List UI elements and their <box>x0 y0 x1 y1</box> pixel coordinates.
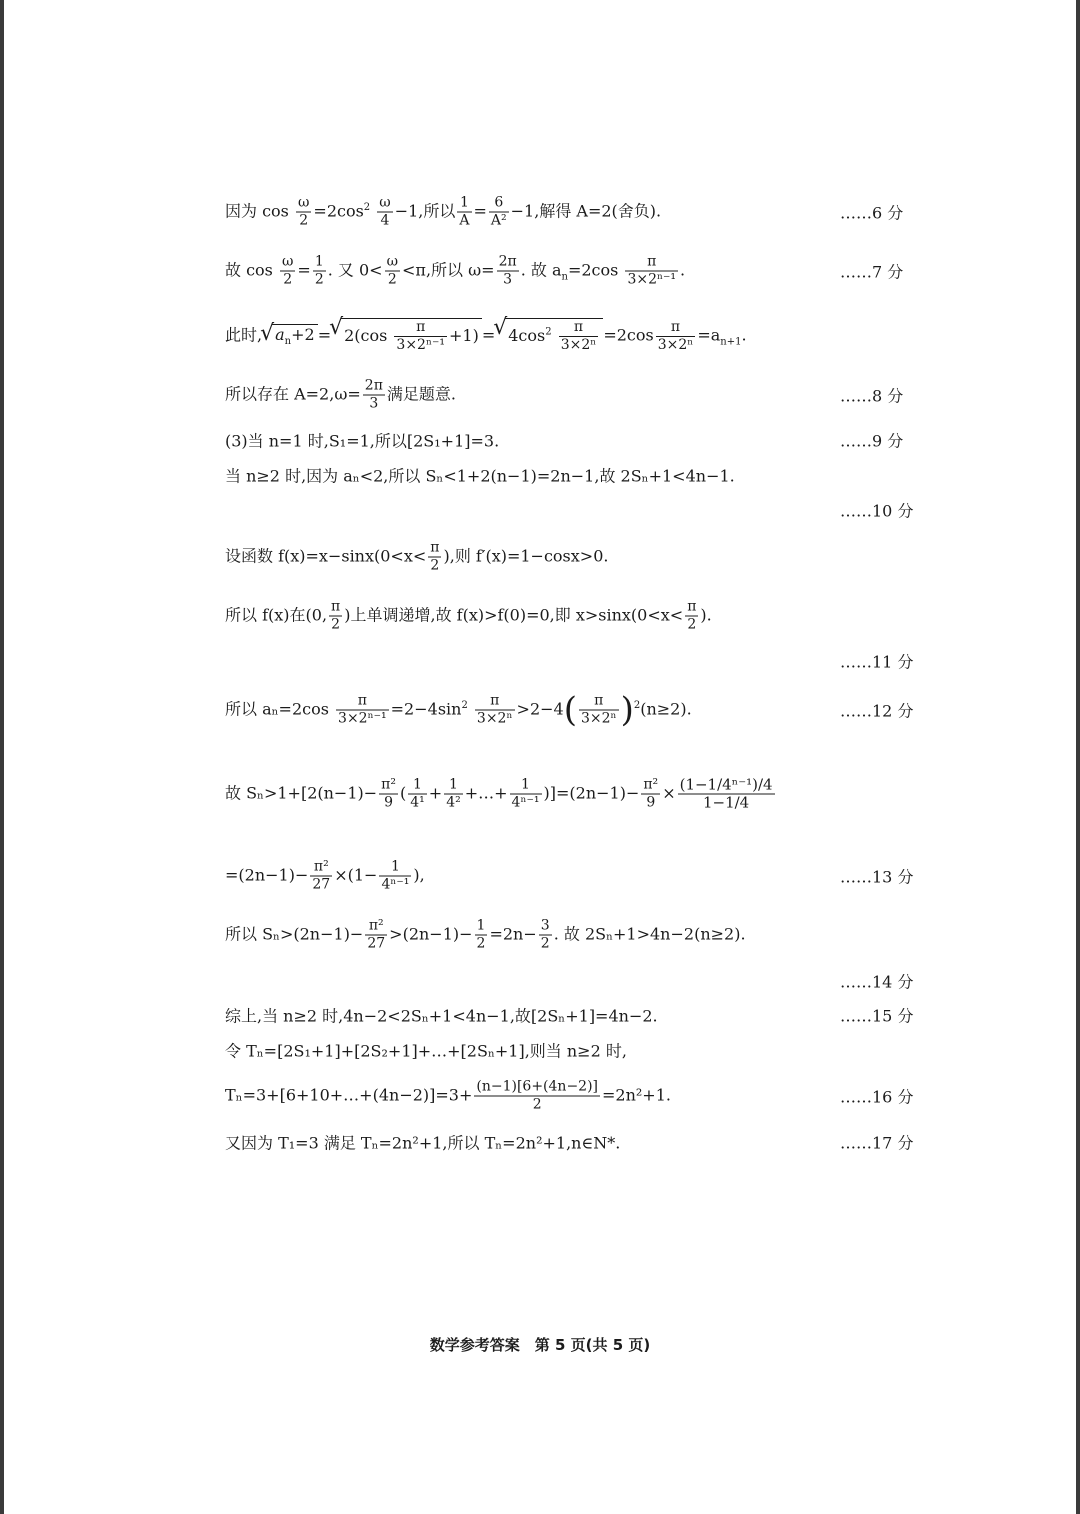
score-mark: ……10 分 <box>840 501 914 521</box>
score-mark: ……15 分 <box>840 1006 914 1026</box>
solution-line-5: (3)当 n=1 时,S₁=1,所以[2S₁+1]=3. ……9 分 <box>225 420 920 460</box>
solution-line-1: 因为 cos $\frac{\omega}{2}$ $=2\cos^2$ $\frac{\omega}{4}$ −1,所以 $\frac{1}{A}$ = $\frac{6}{\text{A²}}$ −1,解得 A=2(舍负). ……6 分 <box>225 194 904 229</box>
score-mark: ……13 分 <box>840 867 914 887</box>
score-mark: ……9 分 <box>840 431 904 451</box>
solution-line-16: 综上,当 n≥2 时,4n−2<2Sₙ+1<4n−1,故[2Sₙ+1]=4n−2. ……15 分 <box>225 995 920 1035</box>
solution-line-2: 故 cos $\frac{\omega}{2}$ = $\frac{1}{2}$ . 又 0< $\frac{\omega}{2}$ <π,所以 ω= $\frac{2\pi}{3}$ . 故 $a_n=2\cos$ $\frac{\pi}{\text{3×2ⁿ⁻¹}}$ . ……7 分 <box>225 253 904 288</box>
solution-line-11: 所以 aₙ=2cos $\frac{\pi}{\text{3×2ⁿ⁻¹}}$ $=2-4\sin^2$ $\frac{\pi}{\text{3×2ⁿ}}$ >2−4( $\frac{\pi}{\text{3×2ⁿ}}$ )$^2$(n≥2). ……12 分 <box>225 690 914 730</box>
score-mark: ……6 分 <box>840 203 904 223</box>
solution-line-10 <box>225 641 920 681</box>
solution-line-4: 所以存在 A=2,ω= $\frac{2\pi}{3}$ 满足题意. ……8 分 <box>225 377 904 412</box>
solution-line-19: 又因为 T₁=3 满足 Tₙ=2n²+1,所以 Tₙ=2n²+1,n∈N*. ……17 分 <box>225 1122 920 1162</box>
solution-line-9: 所以 f(x)在(0, $\frac{\pi}{2}$ )上单调递增,故 f(x)>f(0)=0,即 x>sinx(0<x< $\frac{\pi}{2}$ ). <box>225 598 712 633</box>
score-mark: ……14 分 <box>840 972 914 992</box>
score-mark: ……17 分 <box>840 1133 914 1153</box>
page-footer: 数学参考答案 第 5 页(共 5 页) <box>429 1336 651 1354</box>
score-mark: ……8 分 <box>840 386 904 406</box>
solution-line-13: =(2n−1)− $\frac{\text{π²}}{27}$ ×(1− $\frac{1}{\text{4ⁿ⁻¹}}$ ), ……13 分 <box>225 858 914 893</box>
solution-line-18: Tₙ=3+[6+10+…+(4n−2)]=3+ $\frac{(n-1)[6+(4n-2)]}{2}$ =2n²+1. ……16 分 <box>225 1078 914 1113</box>
score-mark: ……11 分 <box>840 652 914 672</box>
solution-line-12: 故 Sₙ>1+[2(n−1)− $\frac{\text{π²}}{9}$ ( $\frac{1}{\text{4¹}}$ + $\frac{1}{\text{4²}}$ +…+ $\frac{1}{\text{4ⁿ⁻¹}}$ )]=(2n−1)− $\frac{\text{π²}}{9}$ × $\frac{\text{(1−1/4ⁿ⁻¹)/4}}{1-1/4}$ <box>225 775 773 812</box>
page-edge-right <box>1076 0 1080 1514</box>
solution-line-6: 当 n≥2 时,因为 aₙ<2,所以 Sₙ<1+2(n−1)=2n−1,故 2Sₙ+1<4n−1. <box>225 466 735 486</box>
solution-line-7 <box>225 490 920 530</box>
page-edge-left <box>0 0 4 1514</box>
solution-line-17: 令 Tₙ=[2S₁+1]+[2S₂+1]+…+[2Sₙ+1],则当 n≥2 时, <box>225 1041 627 1061</box>
score-mark: ……16 分 <box>840 1087 914 1107</box>
score-mark: ……7 分 <box>840 262 904 282</box>
solution-line-3: 此时,√ $a_n+2$ =√ 2(cos $\frac{\pi}{\text{3×2ⁿ⁻¹}}$ +1) =√ $4\cos^2$ $\frac{\pi}{\text{3×2ⁿ}}$ =2cos $\frac{\pi}{\text{3×2ⁿ}}$ $=a_{n+1}$. <box>225 314 920 358</box>
score-mark: ……12 分 <box>840 701 914 721</box>
solution-line-8: 设函数 f(x)=x−sinx(0<x< $\frac{\pi}{2}$ ),则 f′(x)=1−cosx>0. <box>225 539 609 574</box>
solution-line-14: 所以 Sₙ>(2n−1)− $\frac{\text{π²}}{27}$ >(2n−1)− $\frac{1}{2}$ =2n− $\frac{3}{2}$ . 故 2Sₙ+1>4n−2(n≥2). <box>225 917 746 952</box>
